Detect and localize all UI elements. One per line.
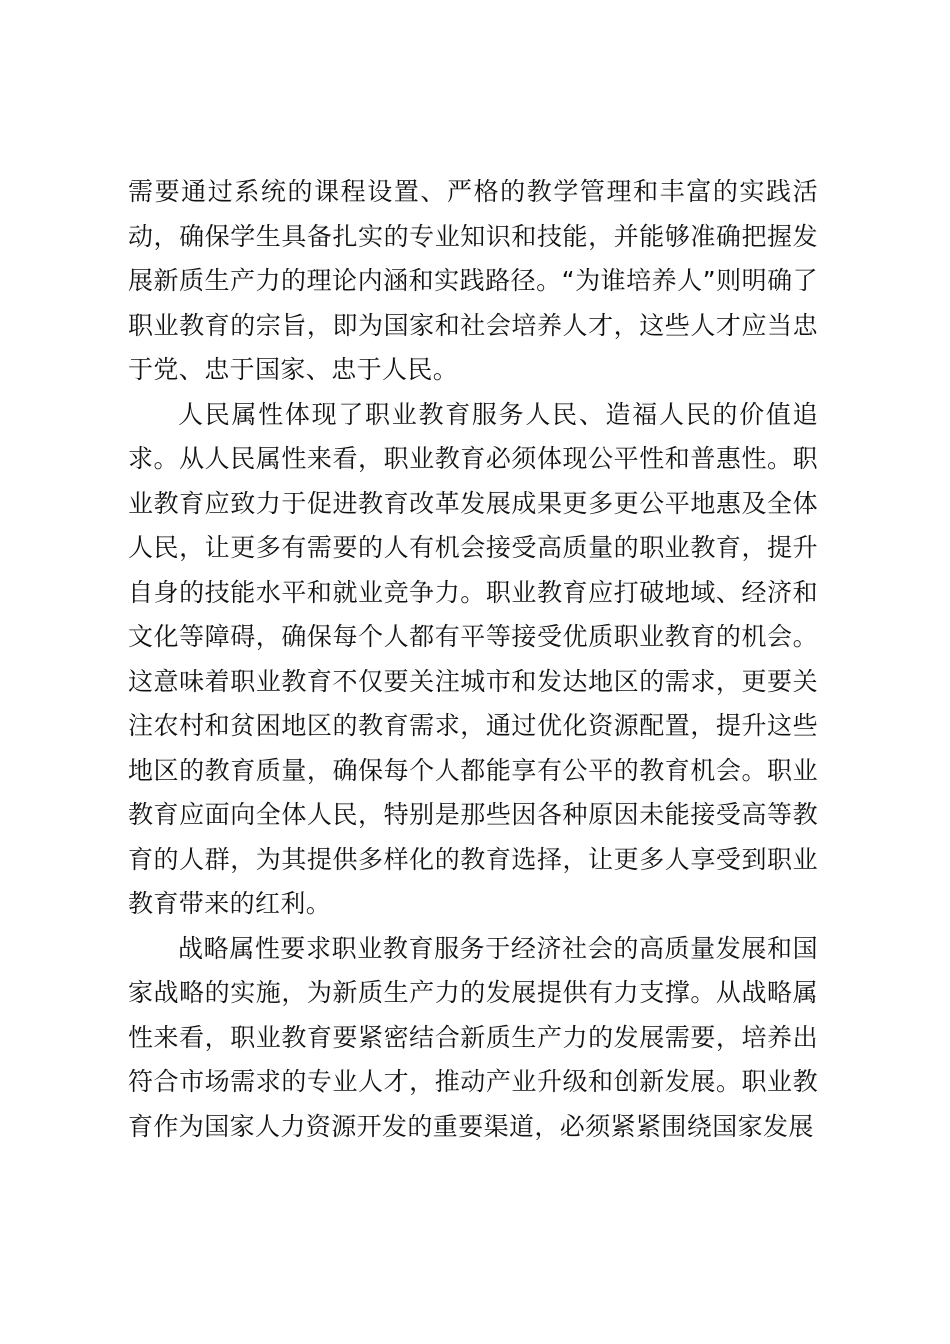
paragraph-3: 战略属性要求职业教育服务于经济社会的高质量发展和国家战略的实施，为新质生产力的发展提供有力支撑。从战略属性来看，职业教育要紧密结合新质生产力的发展需要，培养出符合市场需求的专业人才，推动产业升级和创新发展。职业教育作为国家人力资源开发的重要渠道，必须紧紧围绕国家发展 <box>128 933 818 1141</box>
document-body <box>128 170 818 1149</box>
paragraph-2: 人民属性体现了职业教育服务人民、造福人民的价值追求。从人民属性来看，职业教育必须体现公平性和普惠性。职业教育应致力于促进教育改革发展成果更多更公平地惠及全体人民，让更多有需要的人有机会接受高质量的职业教育，提升自身的技能水平和就业竞争力。职业教育应打破地域、经济和文化等障碍，确保每个人都有平等接受优质职业教育的机会。这意味着职业教育不仅要关注城市和发达地区的需求，更要关注农村和贫困地区的教育需求，通过优化资源配置，提升这些地区的教育质量，确保每个人都能享有公平的教育机会。职业教育应面向全体人民，特别是那些因各种原因未能接受高等教育的人群，为其提供多样化的教育选择，让更多人享受到职业教育带来的红利。 <box>128 399 818 918</box>
paragraph-1: 需要通过系统的课程设置、严格的教学管理和丰富的实践活动，确保学生具备扎实的专业知识和技能，并能够准确把握发展新质生产力的理论内涵和实践路径。“为谁培养人”则明确了职业教育的宗旨，即为国家和社会培养人才，这些人才应当忠于党、忠于国家、忠于人民。 <box>128 177 818 384</box>
